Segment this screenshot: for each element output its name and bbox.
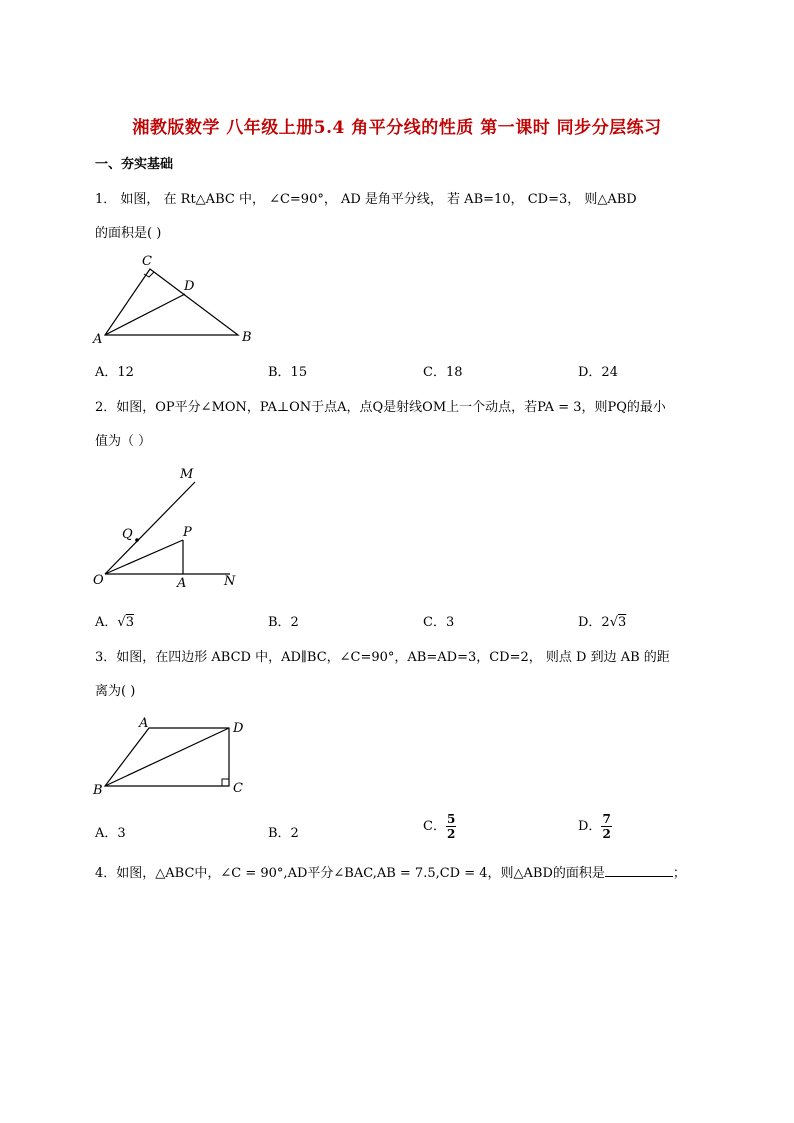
label-o: O — [93, 573, 104, 588]
q3-option-b: B．2 — [268, 826, 299, 841]
answer-blank[interactable] — [605, 864, 673, 877]
page-title: 湘教版数学 八年级上册5.4 角平分线的性质 第一课时 同步分层练习 — [132, 118, 662, 138]
label-b: B — [93, 783, 103, 798]
label-n: N — [224, 574, 236, 589]
label-q: Q — [122, 527, 133, 542]
label-p: P — [183, 525, 192, 540]
label-c: C — [233, 781, 243, 796]
ray-op — [105, 540, 183, 574]
question-1-line-2: 的面积是( ) — [95, 226, 162, 241]
figure-2-angle-bisector — [90, 460, 250, 590]
right-angle-mark — [222, 779, 229, 786]
diagonal-bd — [105, 728, 229, 786]
q1-option-d: D．24 — [578, 365, 618, 380]
question-1-line-1: 1． 如图， 在 Rt△ABC 中， ∠C=90°， AD 是角平分线， 若 AB=10， CD=3， 则△ABD — [95, 192, 637, 207]
question-3-line-1: 3．如图，在四边形 ABCD 中，AD∥BC，∠C=90°，AB=AD=3，CD=2， 则点 D 到边 AB 的距 — [95, 650, 670, 665]
q3-option-a: A．3 — [95, 826, 126, 841]
q2-option-a: A．√3 — [95, 615, 134, 630]
question-2-line-1: 2．如图，OP平分∠MON，PA⊥ON于点A，点Q是射线OM上一个动点，若PA = 3，则PQ的最小 — [95, 400, 666, 415]
label-b: B — [242, 330, 252, 345]
label-m: M — [180, 467, 194, 482]
q3-option-d: D． $\frac{7}{2}$ — [578, 812, 611, 841]
q3-option-c: C． $\frac{5}{2}$ — [423, 812, 456, 841]
label-a: A — [93, 332, 103, 347]
question-2-line-2: 值为（ ） — [95, 434, 152, 449]
figure-1-triangle — [90, 250, 260, 350]
q2-option-b: B．2 — [268, 615, 299, 630]
point-q — [135, 538, 139, 542]
q1-option-c: C．18 — [423, 365, 463, 380]
q1-option-a: A．12 — [95, 365, 134, 380]
label-d: D — [233, 721, 244, 736]
section-heading: 一、夯实基础 — [95, 157, 174, 172]
q1-option-b: B．15 — [268, 365, 308, 380]
label-c: C — [142, 254, 152, 269]
question-3-line-2: 离为( ) — [95, 684, 136, 699]
label-a: A — [177, 576, 187, 590]
q2-option-c: C．3 — [423, 615, 455, 630]
ray-om — [105, 482, 195, 574]
q2-option-d: D．2√3 — [578, 615, 627, 630]
label-d: D — [184, 279, 195, 294]
label-a: A — [139, 716, 149, 731]
question-4: 4．如图，△ABC中，∠C = 90°,AD平分∠BAC,AB = 7.5,CD = 4，则△ABD的面积是 ； — [95, 866, 686, 881]
segment-ad — [105, 294, 185, 335]
figure-3-quadrilateral — [90, 710, 260, 805]
